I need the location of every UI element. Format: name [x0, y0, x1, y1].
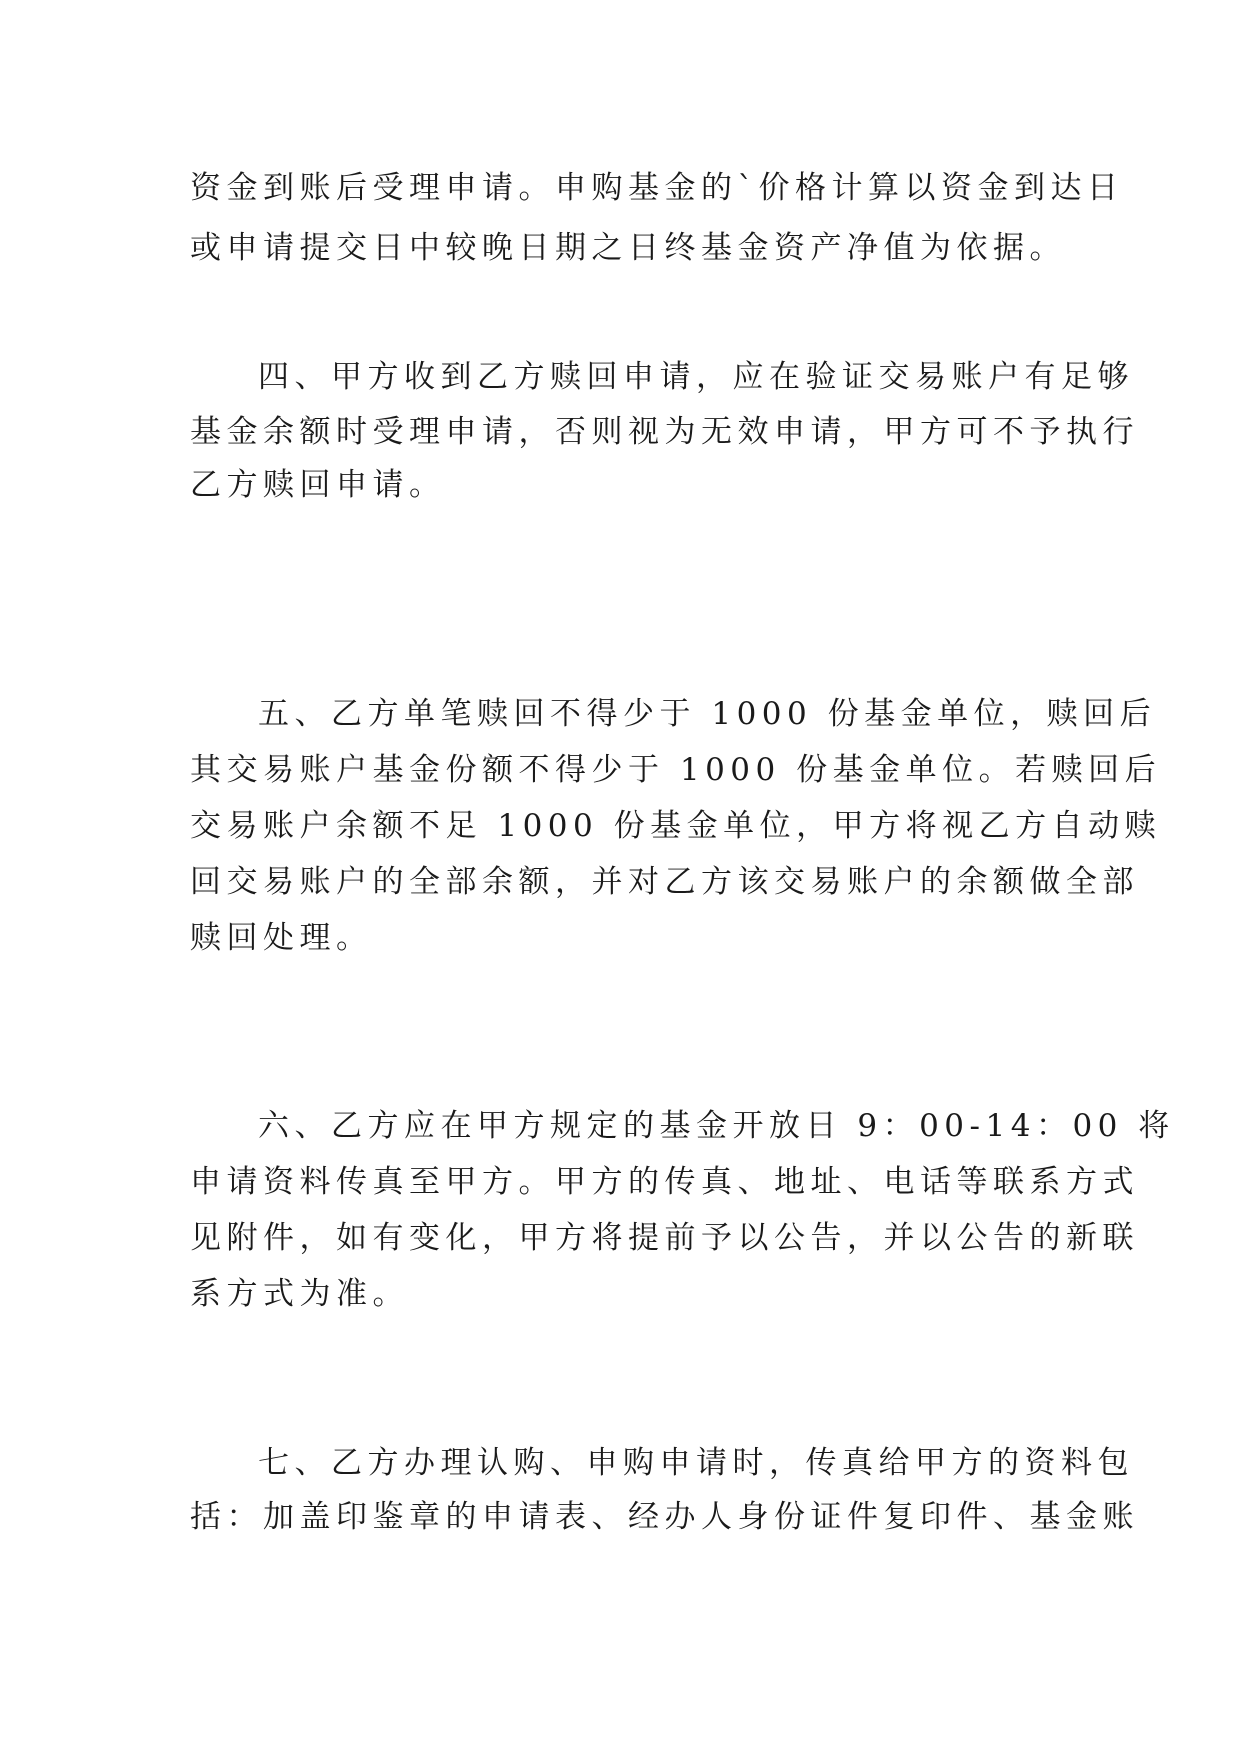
paragraph-4-line-3: 乙方赎回申请。 — [190, 467, 446, 503]
paragraph-6-line-1: 六、乙方应在甲方规定的基金开放日 9：00-14：00 将 — [258, 1108, 1175, 1144]
paragraph-5-line-2: 其交易账户基金份额不得少于 1000 份基金单位。若赎回后 — [190, 752, 1162, 788]
paragraph-4-line-1: 四、甲方收到乙方赎回申请，应在验证交易账户有足够 — [258, 359, 1134, 395]
paragraph-4-line-2: 基金余额时受理申请，否则视为无效申请，甲方可不予执行 — [190, 414, 1139, 450]
paragraph-5-line-4: 回交易账户的全部余额，并对乙方该交易账户的余额做全部 — [190, 864, 1139, 900]
paragraph-5-line-1: 五、乙方单笔赎回不得少于 1000 份基金单位，赎回后 — [258, 696, 1157, 732]
paragraph-continued-line-2: 或申请提交日中较晚日期之日终基金资产净值为依据。 — [190, 230, 1066, 266]
paragraph-7-line-2: 括：加盖印鉴章的申请表、经办人身份证件复印件、基金账 — [190, 1499, 1139, 1535]
paragraph-6-line-4: 系方式为准。 — [190, 1276, 409, 1312]
paragraph-7-line-1: 七、乙方办理认购、申购申请时，传真给甲方的资料包 — [258, 1445, 1134, 1481]
paragraph-6-line-2: 申请资料传真至甲方。甲方的传真、地址、电话等联系方式 — [190, 1164, 1139, 1200]
paragraph-5-line-5: 赎回处理。 — [190, 920, 373, 956]
paragraph-continued-line-1: 资金到账后受理申请。申购基金的`价格计算以资金到达日 — [190, 170, 1124, 206]
paragraph-6-line-3: 见附件，如有变化，甲方将提前予以公告，并以公告的新联 — [190, 1220, 1139, 1256]
paragraph-5-line-3: 交易账户余额不足 1000 份基金单位，甲方将视乙方自动赎 — [190, 808, 1162, 844]
